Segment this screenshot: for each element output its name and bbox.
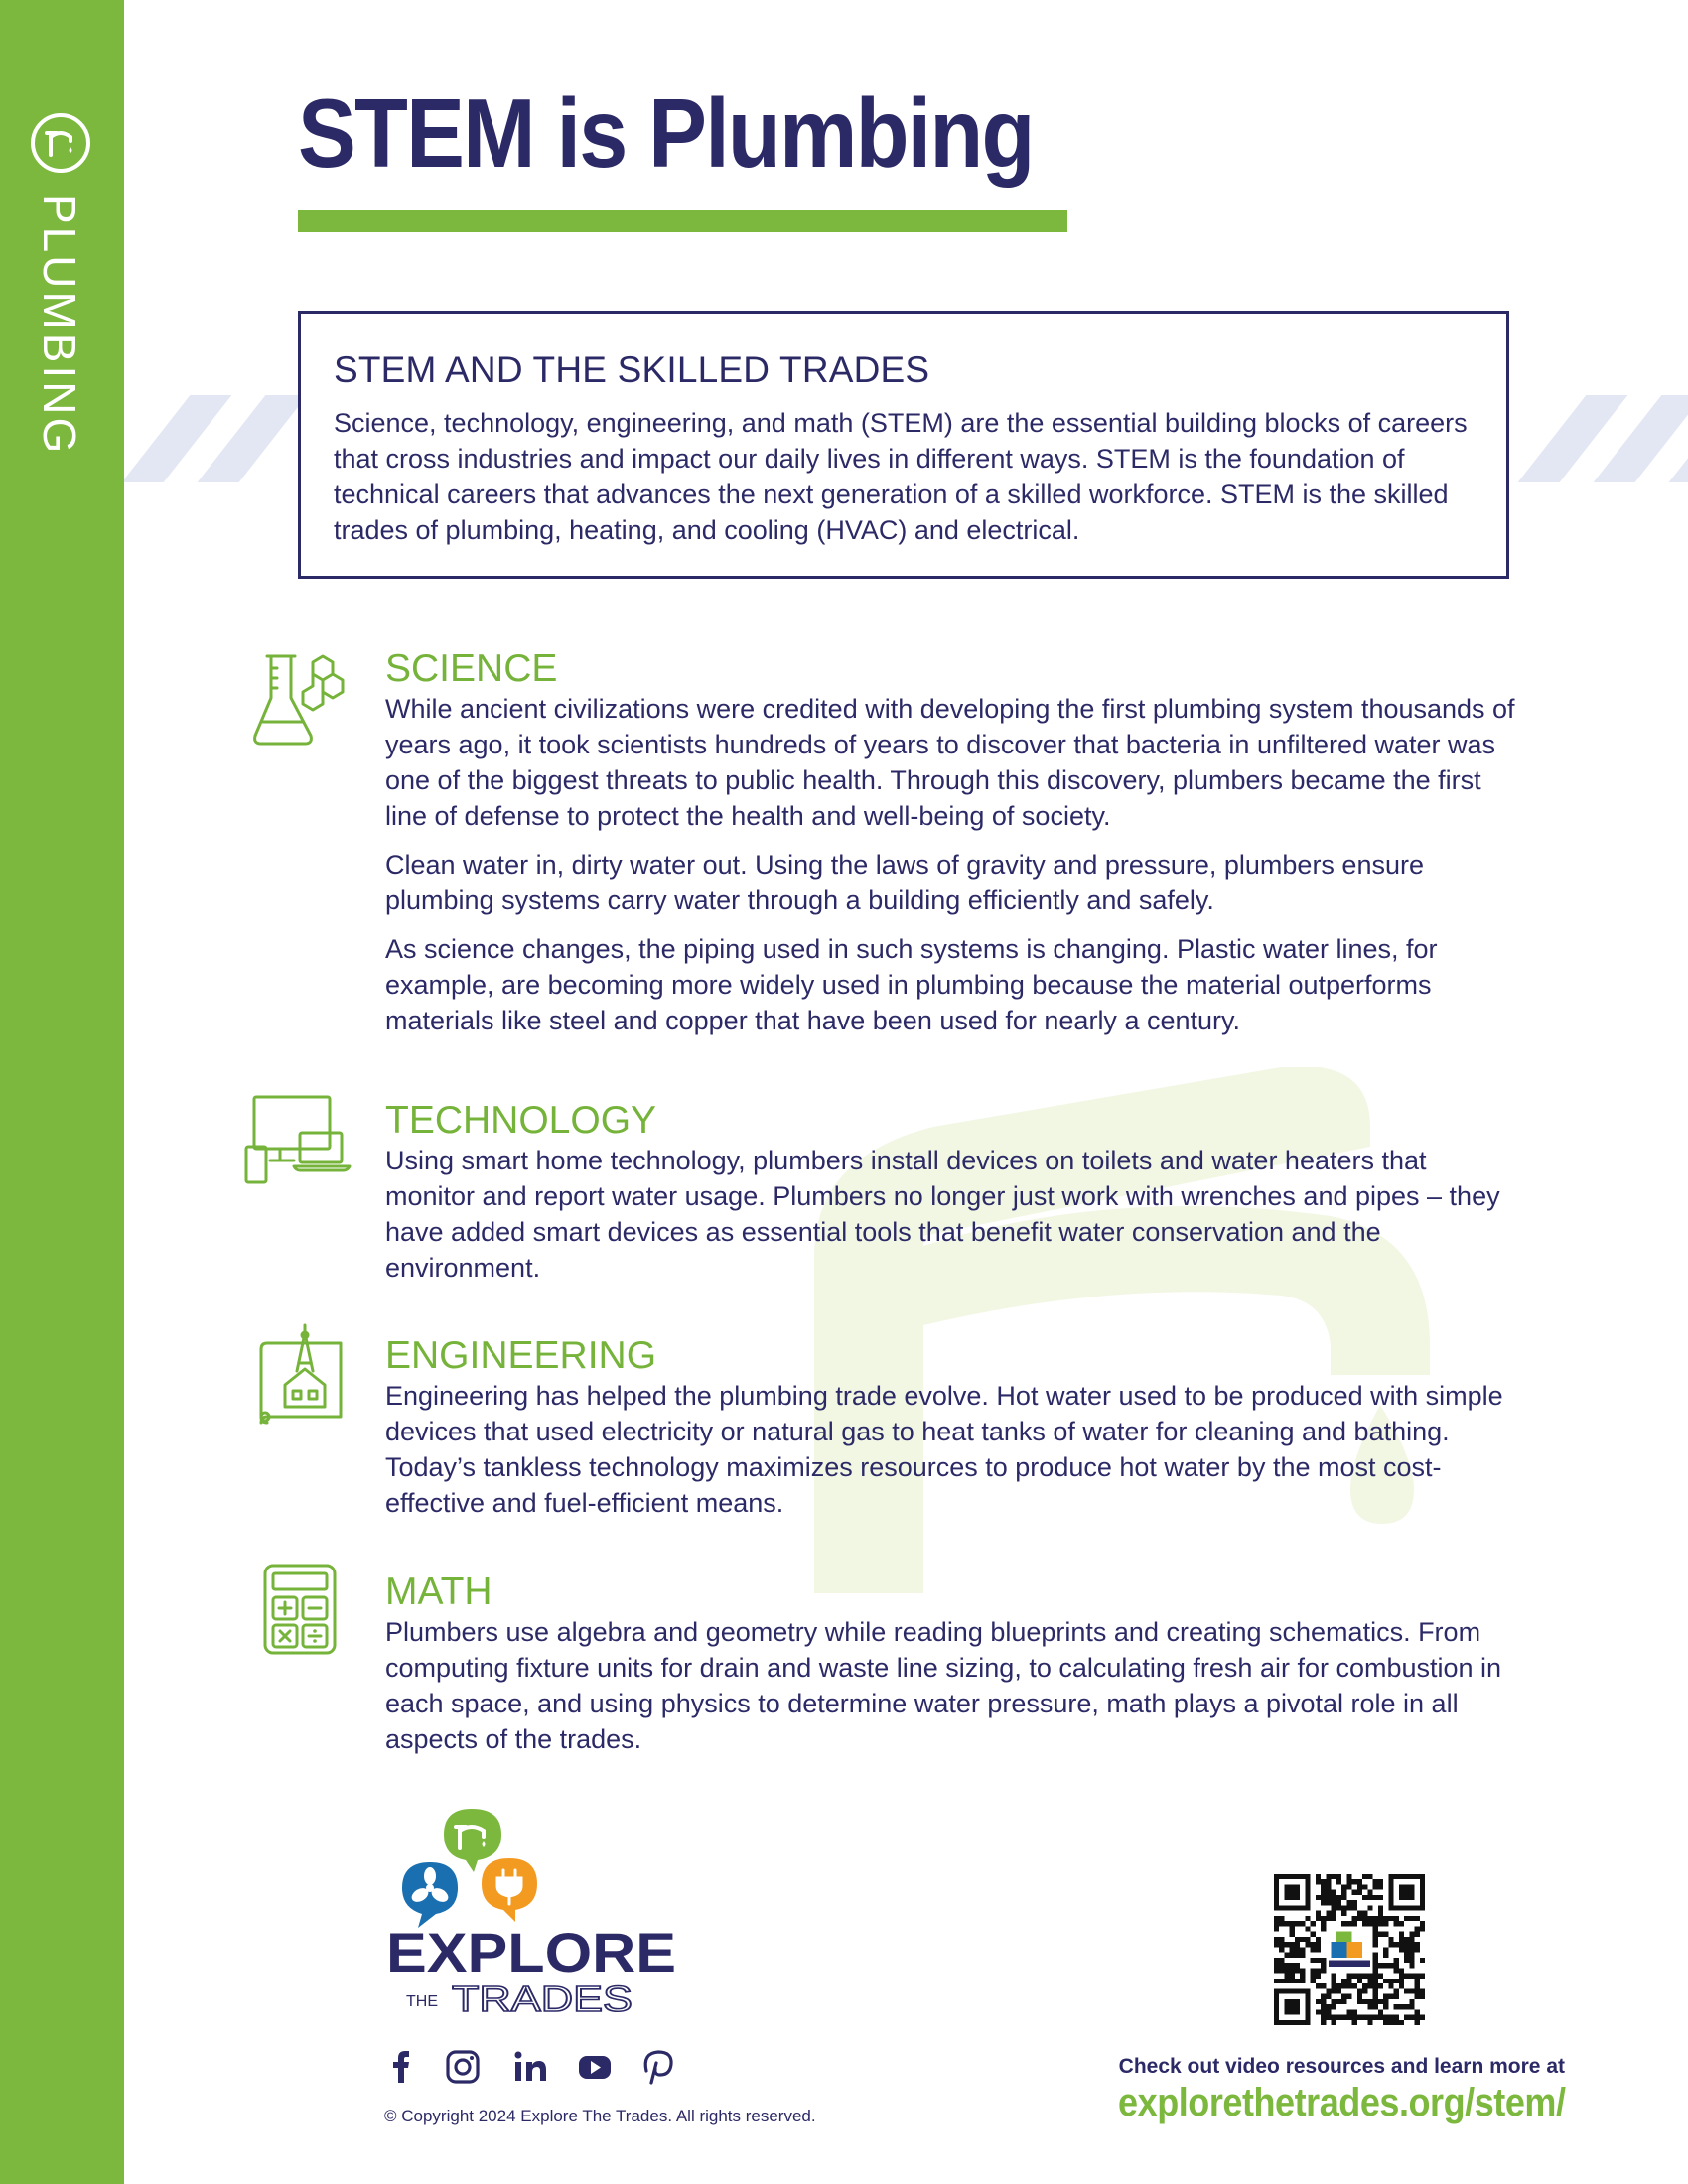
sidebar [0,0,124,2184]
section-math [385,1570,1517,1770]
section-paragraph: Plumbers use algebra and geometry while reading blueprints and creating schematics. From computing fixture units for drain and waste line sizing, to calculating fresh air for combustion in each space, and using physics to determine water pressure, math plays a pivotal role in all aspects of the trades. [385,1617,1502,1754]
pinterest-icon[interactable] [645,2052,671,2083]
section-paragraph: While ancient civilizations were credited with developing the first plumbing system thousands of years ago, it took scientists hundreds of years to discover that bacteria in unfiltered water was one of the biggest threats to public health. Through this discovery, plumbers became the first line of defense to protect the health and well-being of society. [385,694,1515,831]
section-engineering [385,1334,1517,1534]
intro-heading: STEM AND THE SKILLED TRADES [334,349,930,390]
youtube-icon[interactable] [579,2056,611,2079]
section-science [385,647,1517,1051]
section-paragraph: Using smart home technology, plumbers install devices on toilets and water heaters that monitor and report water usage. Plumbers no longer just work with wrenches and pipes – they have added smart devices as essential tools that benefit water conservation and the environment. [385,1146,1500,1283]
flask-molecule-icon [251,652,351,748]
section-heading: ENGINEERING [385,1334,657,1377]
sidebar-label: PLUMBING [34,194,85,457]
section-paragraph: Clean water in, dirty water out. Using the laws of gravity and pressure, plumbers ensure plumbing systems carry water through a building efficiently and safely. [385,850,1424,915]
explore-the-trades-logo [382,1805,680,2018]
title-underline [298,210,1067,232]
section-paragraph: As science changes, the piping used in such systems is changing. Plastic water lines, for example, are becoming more widely used in plumbing because the material outperforms materials like steel and copper that have been used for nearly a century. [385,934,1438,1035]
section-technology [385,1099,1517,1298]
blueprint-compass-icon [255,1323,345,1427]
logo-text-the: THE [406,1993,438,2010]
facebook-icon[interactable] [393,2051,409,2083]
section-heading: TECHNOLOGY [385,1099,657,1142]
linkedin-icon[interactable] [515,2052,547,2082]
qr-code[interactable] [1274,1874,1425,2025]
devices-icon [244,1095,355,1186]
logo-text-trades: TRADES [452,1979,633,2018]
faucet-icon [29,111,92,175]
decorative-stripes-right [1510,395,1688,482]
website-link[interactable]: explorethetrades.org/stem/ [1117,2081,1565,2124]
page-title: STEM is Plumbing [298,78,1034,188]
intro-text: Science, technology, engineering, and math (STEM) are the essential building blocks of careers that cross industries and impact our daily lives in different ways. STEM is the foundation of technical careers that advances the next generation of a skilled workforce. STEM is the skilled trades of plumbing, heating, and cooling (HVAC) and electrical. [334,408,1468,545]
calculator-icon [263,1564,337,1655]
copyright-text: © Copyright 2024 Explore The Trades. All rights reserved. [384,2107,816,2125]
section-heading: MATH [385,1570,492,1613]
cta-text: Check out video resources and learn more at [1118,2055,1565,2078]
section-paragraph: Engineering has helped the plumbing trade evolve. Hot water used to be produced with simple devices that used electricity or natural gas to heat tanks of water for cleaning and bathing. Today’s tankless technology maximizes resources to produce hot water by the most cost-effective and fuel-efficient means. [385,1381,1503,1518]
instagram-icon[interactable] [448,2052,478,2082]
intro-box [298,311,1509,579]
social-links [382,2049,680,2085]
logo-text-explore: EXPLORE [386,1921,676,1983]
decorative-stripes-left [124,395,301,482]
section-heading: SCIENCE [385,647,558,690]
